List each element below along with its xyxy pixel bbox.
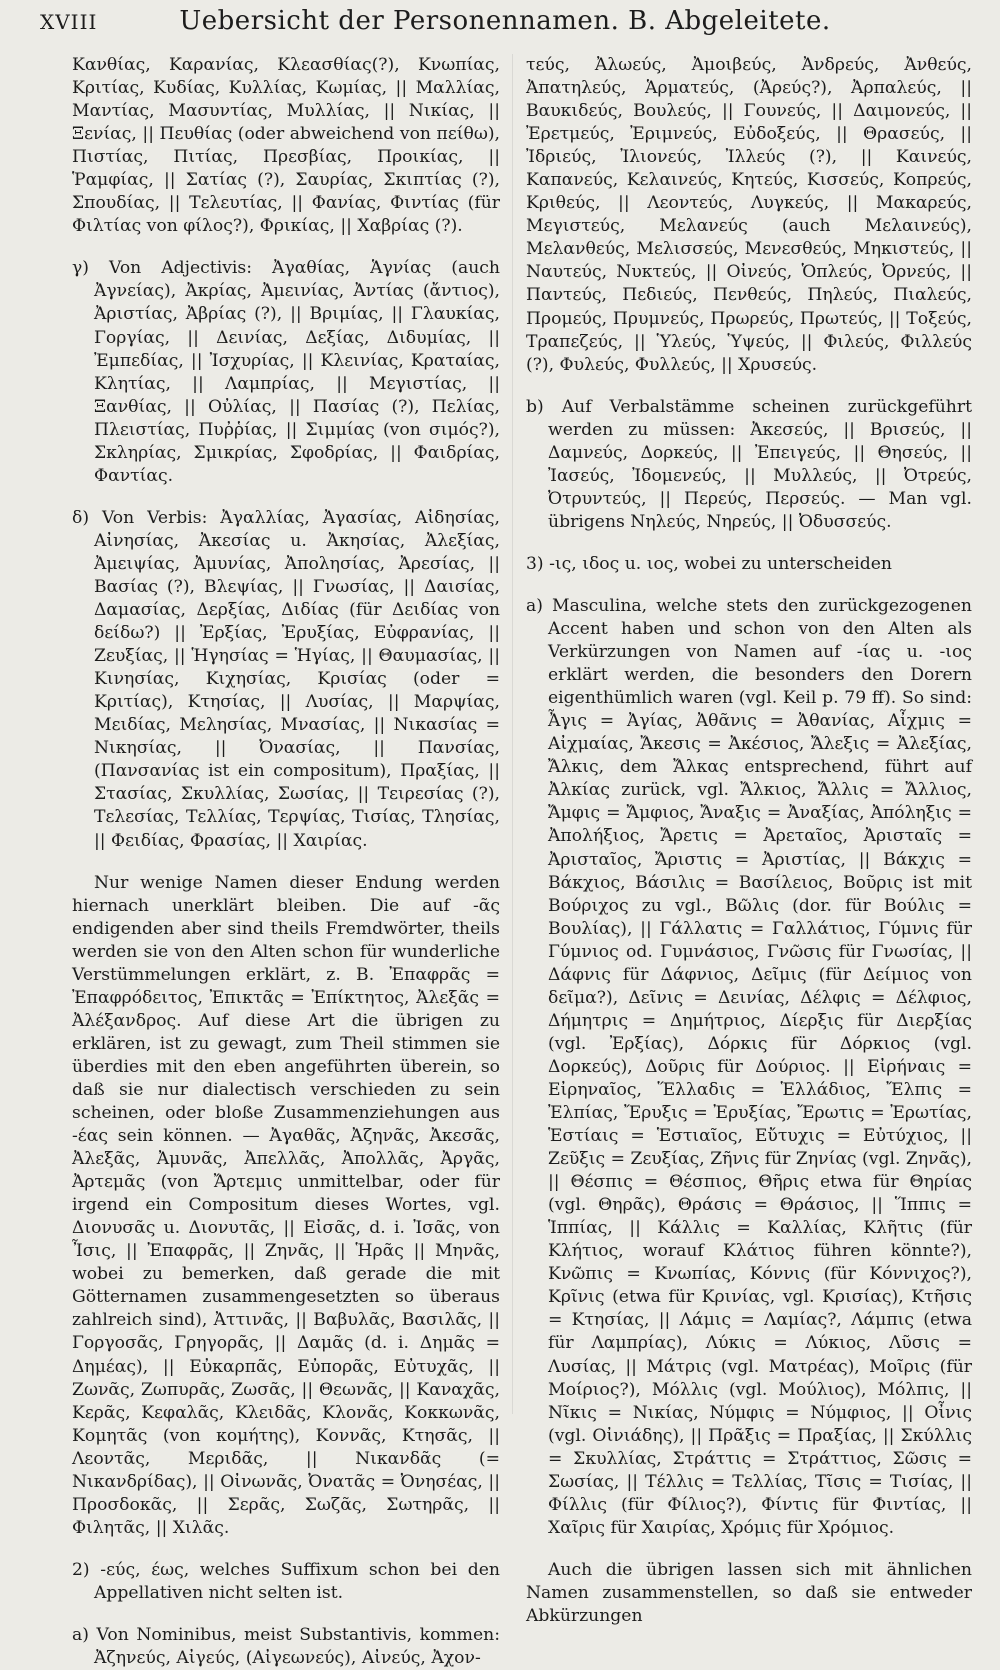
right-column (526, 54, 972, 1626)
paragraph-is-suffix: 3) -ις, ιδος u. ιος, wobei zu unterscheiden (526, 553, 893, 574)
left-column (72, 54, 500, 1669)
paragraph-as-endings: Nur wenige Namen dieser Endung werden hiernach unerklärt bleiben. Die auf -ᾶς endigenden aber sind theils Fremdwörter, theils werden sie von den Alten schon für wunderliche Verstümmelungen erklärt, z. B. Ἐπαφρᾶς = Ἐπαφρόδειτος, Ἐπικτᾶς = Ἐπίκτητος, Ἀλεξᾶς = Ἀλέξανδρος. Auf diese Art die übrigen zu erklären, ist zu gewagt, zum Theil stimmen sie überdies mit den eben angeführten überein, so daß sie nur dialectisch verschieden zu sein scheinen, oder bloße Zusammenziehungen aus -έας sein können. — Ἀγαθᾶς, Ἀζηνᾶς, Ἀκεσᾶς, Ἀλεξᾶς, Ἀμυνᾶς, Ἀπελλᾶς, Ἀπολλᾶς, Ἀργᾶς, Ἀρτεμᾶς (von Ἄρτεμις unmittelbar, oder für irgend ein Compositum dieses Wortes, vgl. Διονυσᾶς u. Διονυτᾶς, || Εἰσᾶς, d. i. Ἰσᾶς, von Ἶσις, || Ἐπαφρᾶς, || Ζηνᾶς, || Ἡρᾶς || Μηνᾶς, wobei zu bemerken, daß gerade die mit Götternamen zusammengesetzten so überaus zahlreich sind), Ἀττινᾶς, || Βαβυλᾶς, Βασιλᾶς, || Γοργοσᾶς, Γρηγορᾶς, || Δαμᾶς (d. i. Δημᾶς = Δημέας), || Εὐκαρπᾶς, Εὐπορᾶς, Εὐτυχᾶς, || Ζωνᾶς, Ζωπυρᾶς, Ζωσᾶς, || Θεωνᾶς, || Καναχᾶς, Κερᾶς, Κεφαλᾶς, Κλειδᾶς, Κλονᾶς, Κοκκωνᾶς, Κομητᾶς (von κομήτης), Κοννᾶς, Κτησᾶς, || Λεοντᾶς, Μεριδᾶς, || Νικανδᾶς (= Νικανδρίδας), || Οἰνωνᾶς, Ὀνατᾶς = Ὀνησέας, || Προσδοκᾶς, || Σερᾶς, Σωζᾶς, Σωτηρᾶς, || Φιλητᾶς, || Χιλᾶς. (72, 872, 500, 1538)
paragraph-verbalstaemme: b) Auf Verbalstämme scheinen zurückgeführt werden zu müssen: Ἀκεσεύς, || Βρισεύς, || Δαμνεύς, Δορκεύς, || Ἐπειγεύς, || Θησεύς, || Ἰασεύς, Ἰδομενεύς, || Μυλλεύς, || Ὀτρεύς, Ὀτρυντεύς, || Περεύς, Περσεύς. — Man vgl. übrigens Νηλεύς, Νηρεύς, || Ὀδυσσεύς. (526, 396, 972, 532)
paragraph-verbis: δ) Von Verbis: Ἀγαλλίας, Ἀγασίας, Αἰδησίας, Αἰνησίας, Ἀκεσίας u. Ἀκησίας, Ἀλεξίας, Ἀμειψίας, Ἀμυνίας, Ἀπολησίας, Ἀρεσίας, || Βασίας (?), Βλεψίας, || Γνωσίας, || Δαισίας, Δαμασίας, Δερξίας, Διδίας (für Δειδίας von δείδω?) || Ἐρξίας, Ἐρυξίας, Εὐφρανίας, || Ζευξίας, || Ἡγησίας = Ἡγίας, || Θαυμασίας, || Κινησίας, Κιχησίας, Κρισίας (oder = Κριτίας), Κτησίας, || Λυσίας, || Μαρψίας, Μειδίας, Μελησίας, Μνασίας, || Νικασίας = Νικησίας, || Ὀνασίας, || Πανσίας, (Πανσανίας ist ein compositum), Πραξίας, || Στασίας, Σκυλλίας, Σωσίας, || Τειρεσίας (?), Τελεσίας, Τελλίας, Τερψίας, Τισίας, Τλησίας, || Φειδίας, Φρασίας, || Χαιρίας. (72, 507, 500, 851)
page-number: XVIII (40, 10, 98, 34)
paragraph-masculina: a) Masculina, welche stets den zurückgezogenen Accent haben und schon von den Alten als Verkürzungen von Namen auf -ίας u. -ιος erklärt werden, die besonders den Dorern eigenthümlich waren (vgl. Keil p. 79 ff). So sind: Ἆγις = Ἀγίας, Ἀθᾶνις = Ἀθανίας, Αἶχμις = Αἰχμαίας, Ἄκεσις = Ἀκέσιος, Ἄλεξις = Ἀλεξίας, Ἄλκις, dem Ἄλκας entsprechend, führt auf Ἀλκίας zurück, vgl. Ἄλκιος, Ἄλλις = Ἄλλιος, Ἄμφις = Ἄμφιος, Ἄναξις = Ἀναξίας, Ἀπόληξις = Ἀπολήξιος, Ἄρετις = Ἀρεταῖος, Ἀρισταῖς = Ἀρισταῖος, Ἄριστις = Ἀριστίας, || Βάκχις = Βάκχιος, Βάσιλις = Βασίλειος, Βοῦρις ist mit Βούριχος zu vgl., Βῶλις (dor. für Βούλις = Βουλίας), || Γάλλατις = Γαλλάτιος, Γύμνις für Γύμνιος od. Γυμνάσιος, Γνῶσις für Γνωσίας, || Δάφνις für Δάφνιος, Δεῖμις (für Δείμιος von δεῖμα?), Δεῖνις = Δεινίας, Δέλφις = Δέλφιος, Δήμητρις = Δημήτριος, Δίερξις für Διερξίας (vgl. Ἐρξίας), Δόρκις für Δόρκιος (vgl. Δορκεύς), Δοῦρις für Δούριος. || Εἰρήναις = Εἰρηναῖος, Ἕλλαδις = Ἑλλάδιος, Ἔλπις = Ἐλπίας, Ἔρυξις = Ἐρυξίας, Ἔρωτις = Ἐρωτίας, Ἑστίαις = Ἑστιαῖος, Εὔτυχις = Εὐτύχιος, || Ζεῦξις = Ζευξίας, Ζῆνις für Ζηνίας (vgl. Ζηνᾶς), || Θέσπις = Θέσπιος, Θῆρις etwa für Θηρίας (vgl. Θηρᾶς), Θράσις = Θράσιος, || Ἵππις = Ἱππίας, || Κάλλις = Καλλίας, Κλῆτις (für Κλήτιος, worauf Κλάτιος führen könnte?), Κνῶπις = Κνωπίας, Κόννις (für Κόννιχος?), Κρῖνις (etwa für Κρινίας, vgl. Κρισίας), Κτῆσις = Κτησίας, || Λάμις = Λαμίας?, Λάμπις (etwa für Λαμπρίας), Λύκις = Λύκιος, Λῦσις = Λυσίας, || Μάτρις (vgl. Ματρέας), Μοῖρις (für Μοίριος?), Μόλλις (vgl. Μούλιος), Μόλπις, || Νῖκις = Νικίας, Νύμφις = Νύμφιος, || Οἶνις (vgl. Οἰνιάδης), || Πρᾶξις = Πραξίας, || Σκύλλις = Σκυλλίας, Στράττις = Στράττιος, Σῶσις = Σωσίας, || Τέλλις = Τελλίας, Τῖσις = Τισίας, || Φίλλις (für Φίλιος?), Φίντις für Φιντίας, || Χαῖρις für Χαιρίας, Χρόμις für Χρόμιος. (526, 595, 972, 1538)
page-title: Uebersicht der Personennamen. B. Abgeleitete. (179, 6, 831, 36)
paragraph-continuation-right: τεύς, Ἀλωεύς, Ἀμοιβεύς, Ἀνδρεύς, Ἀνθεύς, Ἀπατηλεύς, Ἁρματεύς, (Ἀρεύς?), Ἀρπαλεύς, || Βαυκιδεύς, Βουλεύς, || Γουνεύς, || Δαιμονεύς, || Ἐρετμεύς, Ἐριμνεύς, Εὐδοξεύς, || Θρασεύς, || Ἰδριεύς, Ἰλιονεύς, Ἰλλεύς (?), || Καινεύς, Καπανεύς, Κελαινεύς, Κητεύς, Κισσεύς, Κοπρεύς, Κριθεύς, || Λεοντεύς, Λυγκεύς, || Μακαρεύς, Μεγιστεύς, Μελανεύς (auch Μελαινεύς), Μελανθεύς, Μελισσεύς, Μενεσθεύς, Μηκιστεύς, || Ναυτεύς, Νυκτεύς, || Οἰνεύς, Ὁπλεύς, Ὀρνεύς, || Παντεύς, Πεδιεύς, Πενθεύς, Πηλεύς, Πιαλεύς, Προμεύς, Πρυμνεύς, Πρωρεύς, Πρωτεύς, || Τοξεύς, Τραπεζεύς, || Ὑλεύς, Ὑψεύς, || Φιλεύς, Φιλλεύς (?), Φυλεύς, Φυλλεύς, || Χρυσεύς. (526, 55, 972, 375)
paragraph-adjectivis: γ) Von Adjectivis: Ἀγαθίας, Ἁγνίας (auch Ἀγνείας), Ἀκρίας, Ἀμεινίας, Ἀντίας (ἄντιος), Ἀριστίας, Ἀβρίας (?), || Βριμίας, || Γλαυκίας, Γοργίας, || Δεινίας, Δεξίας, Διδυμίας, || Ἐμπεδίας, || Ἰσχυρίας, || Κλεινίας, Κραταίας, Κλητίας, || Λαμπρίας, || Μεγιστίας, || Ξανθίας, || Οὐλίας, || Πασίας (?), Πελίας, Πλειστίας, Πυῤῥίας, || Σιμμίας (von σιμός?), Σκληρίας, Σμικρίας, Σφοδρίας, || Φαιδρίας, Φαντίας. (72, 258, 500, 486)
paragraph-nominibus: a) Von Nominibus, meist Substantivis, kommen: Ἀζηνεύς, Αἰγεύς, (Αἰγεωνεύς), Αἰνεύς, Ἀχον- (72, 1625, 500, 1669)
column-gutter (512, 54, 513, 1414)
paragraph-eus-suffix: 2) -εύς, έως, welches Suffixum schon bei den Appellativen nicht selten ist. (72, 1559, 500, 1603)
page-header (40, 6, 970, 42)
paragraph-uebrigen: Auch die übrigen lassen sich mit ähnlichen Namen zusammenstellen, so daß sie entweder Abkürzungen (526, 1559, 972, 1626)
paragraph-continuation: Κανθίας, Καρανίας, Κλεασθίας(?), Κνωπίας, Κριτίας, Κυδίας, Κυλλίας, Κωμίας, || Μαλλίας, Μαντίας, Μασυντίας, Μυλλίας, || Νικίας, || Ξενίας, || Πευθίας (oder abweichend von πείθω), Πιστίας, Πιτίας, Πρεσβίας, Προικίας, || Ῥαμφίας, || Σατίας (?), Σαυρίας, Σκιπτίας (?), Σπουδίας, || Τελευτίας, || Φανίας, Φιντίας (für Φιλτίας von φίλος?), Φρικίας, || Χαβρίας (?). (72, 55, 500, 237)
